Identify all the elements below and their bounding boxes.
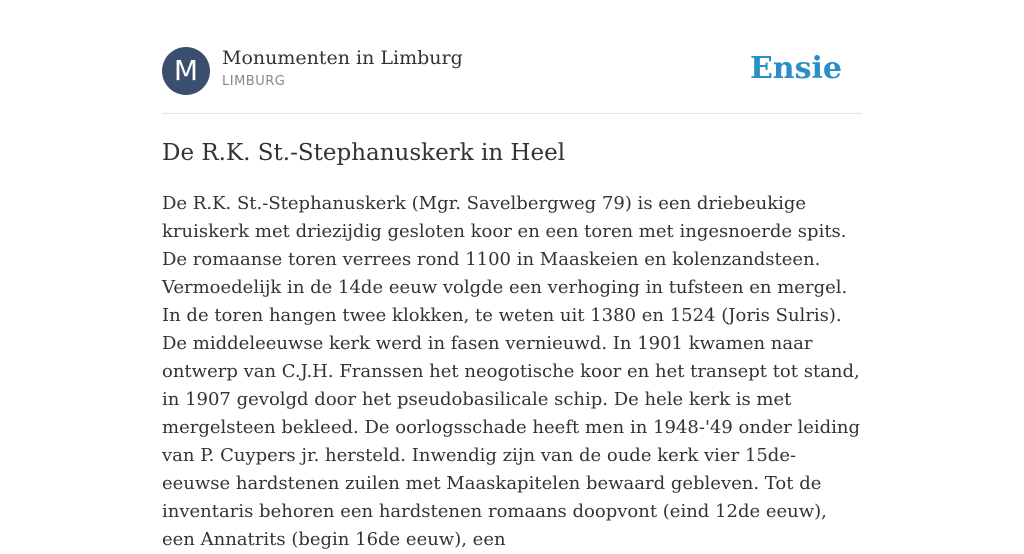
- avatar[interactable]: M: [162, 47, 210, 95]
- article-card: [162, 0, 862, 550]
- collection-title[interactable]: Monumenten in Limburg: [222, 47, 463, 69]
- brand-logo[interactable]: Ensie: [749, 51, 842, 86]
- article-body: De R.K. St.-Stephanuskerk (Mgr. Savelbergweg 79) is een driebeukige kruiskerk met driezijdig gesloten koor en een toren met ingesnoerde spits. De romaanse toren verrees rond 1100 in Maaskeien en kolenzandsteen. Vermoedelijk in de 14de eeuw volgde een verhoging in tufsteen en mergel. In de toren hangen twee klokken, te weten uit 1380 en 1524 (Joris Sulris). De middeleeuwse kerk werd in fasen vernieuwd. In 1901 kwamen naar ontwerp van C.J.H. Franssen het neogotische koor en het transept tot stand, in 1907 gevolgd door het pseudobasilicale schip. De hele kerk is met mergelsteen bekleed. De oorlogsschade heeft men in 1948-'49 onder leiding van P. Cuypers jr. hersteld. Inwendig zijn van de oude kerk vier 15de-eeuwse hardstenen zuilen met Maaskapitelen bewaard gebleven. Tot de inventaris behoren een hardstenen romaans doopvont (eind 12de eeuw), een Annatrits (begin 16de eeuw), een: [162, 193, 861, 550]
- collection-subtitle: LIMBURG: [222, 74, 286, 89]
- article-title: De R.K. St.-Stephanuskerk in Heel: [162, 140, 566, 166]
- collection-header: [162, 0, 862, 114]
